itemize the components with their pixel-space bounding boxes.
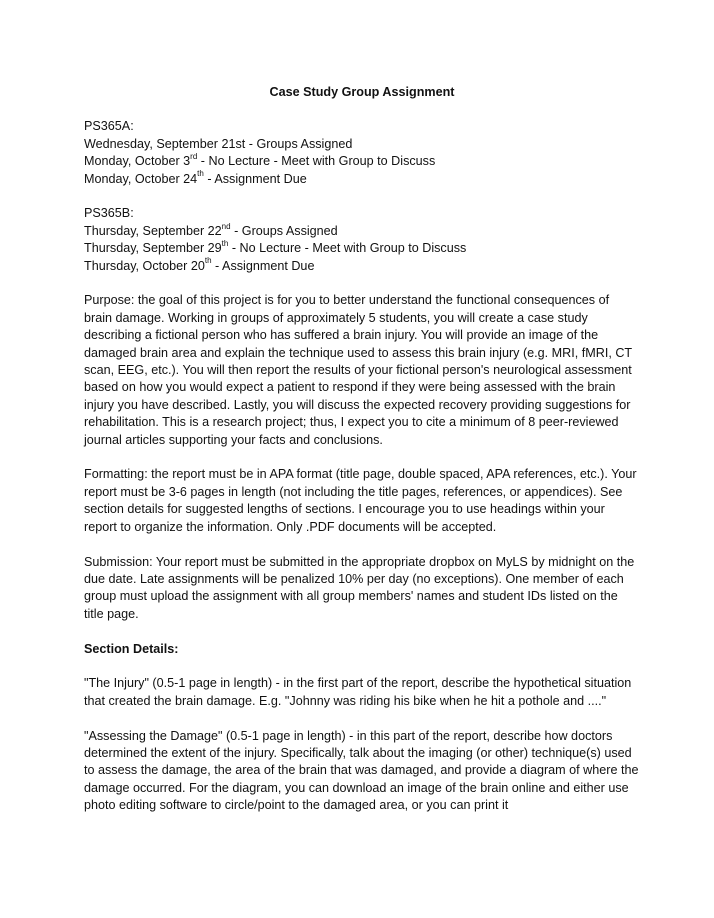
document-title: Case Study Group Assignment	[269, 85, 455, 99]
ps365b-line-1-text: - Groups Assigned	[230, 223, 338, 238]
ps365a-line-3-date: Monday, October 24	[84, 171, 198, 186]
ps365b-line-2-suffix: th	[221, 239, 229, 249]
ps365b-line-3-date: Thursday, October 20	[84, 258, 205, 273]
ps365a-line-2-date: Monday, October 3	[84, 154, 191, 169]
ps365a-line-2-suffix: rd	[190, 152, 198, 162]
ps365b-line-1-suffix: nd	[221, 221, 231, 231]
ps365b-schedule	[84, 205, 640, 275]
ps365b-line-2-date: Thursday, September 29	[84, 241, 222, 256]
ps365a-schedule	[84, 118, 640, 188]
ps365b-label: PS365B:	[84, 206, 134, 221]
ps365b-line-2	[84, 240, 640, 257]
purpose-paragraph: Purpose: the goal of this project is for you to better understand the functional consequences of brain damage. Working in groups of approximately 5 students, you will create a case study describing a fictional person who has suffered a brain injury. You will provide an image of the damaged brain area and explain the technique used to assess this brain injury (e.g. MRI, fMRI, CT scan, EEG, etc.). You will then report the results of your fictional person's neurological assessment based on how you would expect a patient to respond if they were being assessed with the brain injury you have described. Lastly, you will discuss the expected recovery providing suggestions for rehabilitation. This is a research project; thus, I expect you to cite a minimum of 8 peer-reviewed journal articles supporting your facts and conclusions.	[84, 293, 632, 447]
submission-paragraph: Submission: Your report must be submitted in the appropriate dropbox on MyLS by midnight on the due date. Late assignments will be penalized 10% per day (no exceptions). One member of each group must upload the assignment with all group members' names and student IDs listed on the title page.	[84, 554, 635, 621]
ps365b-line-3	[84, 258, 640, 275]
ps365b-line-3-suffix: th	[204, 256, 212, 266]
ps365a-line-3-suffix: th	[197, 169, 204, 179]
ps365b-line-3-text: - Assignment Due	[211, 258, 315, 273]
ps365a-line-2	[84, 153, 640, 170]
ps365b-line-2-text: - No Lecture - Meet with Group to Discuss	[228, 241, 467, 256]
ps365a-label: PS365A:	[84, 119, 134, 134]
assessing-paragraph: "Assessing the Damage" (0.5-1 page in length) - in this part of the report, describe how doctors determined the extent of the injury. Specifically, talk about the imaging (or other) technique(s) used to assess the damage, the area of the brain that was damaged, and provide a diagram of where the damage occurred. For the diagram, you can download an image of the brain online and either use photo editing software to circle/point to the damaged area, or you can print it	[84, 728, 639, 813]
ps365a-line-3-text: - Assignment Due	[203, 171, 307, 186]
ps365a-line-1: Wednesday, September 21st - Groups Assigned	[84, 136, 353, 151]
ps365b-line-1	[84, 223, 640, 240]
ps365a-line-3	[84, 171, 640, 188]
document-body	[84, 84, 640, 832]
formatting-paragraph: Formatting: the report must be in APA format (title page, double spaced, APA references, etc.). Your report must be 3-6 pages in length (not including the title pages, references, or appendices). See section details for suggested lengths of sections. I encourage you to use headings within your report to organize the information. Only .PDF documents will be accepted.	[84, 467, 637, 534]
ps365a-line-2-text: - No Lecture - Meet with Group to Discuss	[197, 154, 436, 169]
section-details-heading: Section Details:	[84, 641, 179, 656]
injury-paragraph: "The Injury" (0.5-1 page in length) - in the first part of the report, describe the hypothetical situation that created the brain damage. E.g. "Johnny was riding his bike when he hit a pothole and ...."	[84, 676, 632, 708]
ps365b-line-1-date: Thursday, September 22	[84, 223, 222, 238]
